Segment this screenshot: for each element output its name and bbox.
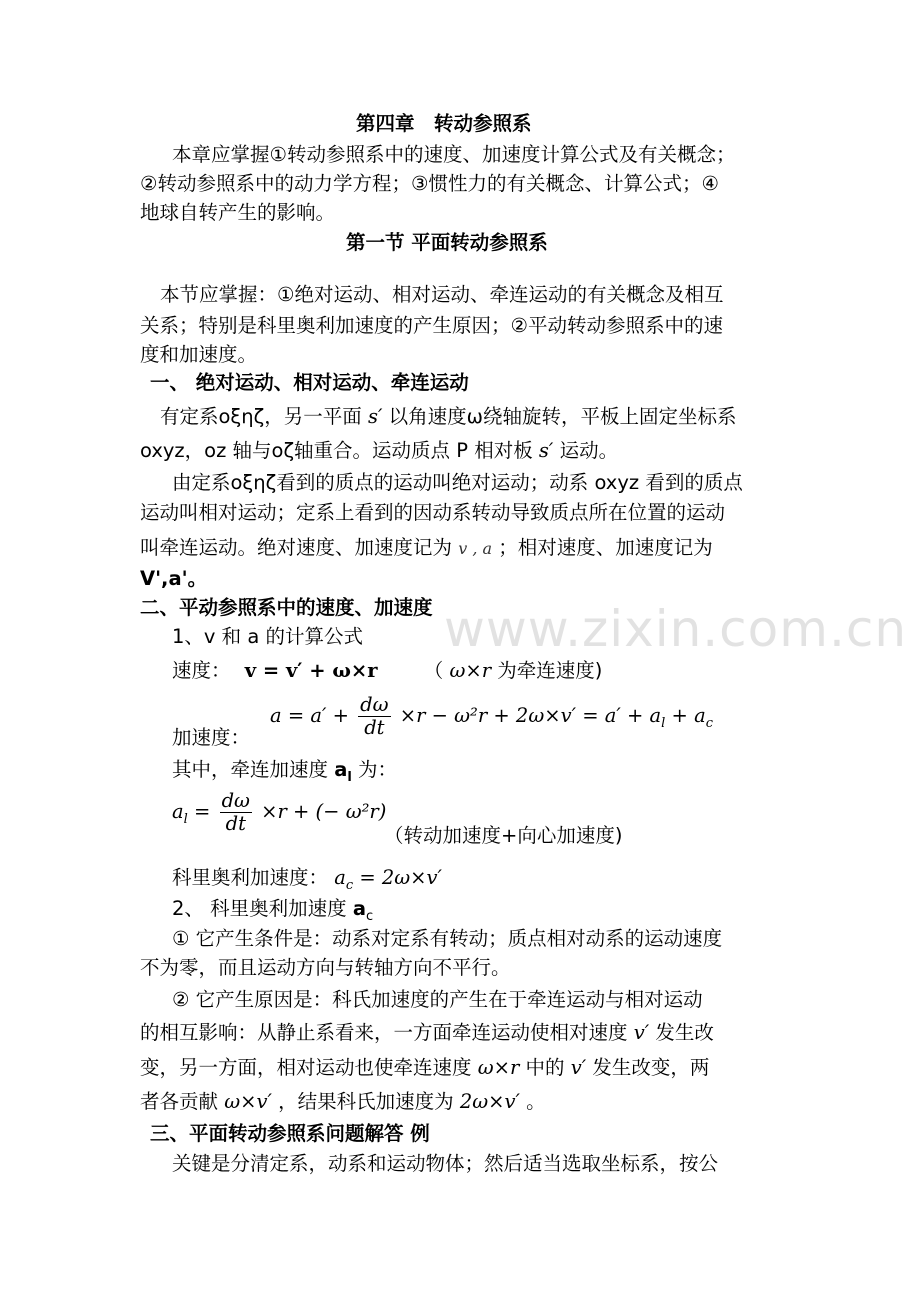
- accel-plus: + a: [665, 704, 706, 727]
- accel-frac-num: dω: [360, 693, 389, 716]
- cause-line-1: ② 它产生原因是：科氏加速度的产生在于牵连运动与相对运动: [172, 988, 703, 1011]
- chapter-title: 第四章 转动参照系: [356, 112, 532, 135]
- coriolis-symbol: a: [334, 866, 346, 889]
- p2-text-a: 叫牵连运动。绝对速度、加速度记为: [140, 536, 453, 559]
- cause-l3-c: 发生改变，两: [592, 1056, 710, 1079]
- subheading-1: 1、v 和 a 的计算公式: [172, 625, 363, 648]
- s-prime-symbol: s′: [367, 405, 383, 428]
- cause-l2-a: 的相互影响：从静止系看来，一方面牵连运动使相对速度: [140, 1021, 628, 1044]
- al-rhs: ×r + (− ω²r): [261, 800, 387, 823]
- al-frac-den: dt: [225, 812, 246, 835]
- accel-rhs: ×r − ω²r + 2ω×v′ = a′ + a: [399, 704, 662, 727]
- cause-l3-symbol-1: ω×r: [477, 1056, 520, 1079]
- paragraph-2-line-2: 运动叫相对运动；定系上看到的因动系转动导致质点所在位置的运动: [140, 501, 726, 524]
- va-symbol: v , a: [458, 539, 493, 558]
- al-fraction: [220, 790, 252, 835]
- cause-l2-b: 发生改: [655, 1021, 714, 1044]
- heading-2: 二、平动参照系中的速度、加速度: [140, 596, 433, 619]
- sub2-sub: c: [365, 908, 374, 924]
- al-lhs: a: [172, 800, 184, 823]
- cause-l4-c: 。: [526, 1090, 546, 1113]
- al-sub: l: [183, 811, 188, 827]
- coriolis-rhs: = 2ω×v′: [353, 866, 442, 889]
- chapter-intro-line-1: 本章应掌握①转动参照系中的速度、加速度计算公式及有关概念；: [172, 143, 736, 166]
- accel-formula: [270, 694, 713, 739]
- condition-line-1: ① 它产生条件是：动系对定系有转动；质点相对动系的运动速度: [172, 927, 723, 950]
- qizhong-line: [172, 756, 397, 792]
- watermark: www.zixin.com.cn: [444, 600, 908, 658]
- cause-l3-a: 变，另一方面，相对运动也使牵连速度: [140, 1056, 472, 1079]
- p1-text-b: 以角速度ω绕轴旋转，平板上固定坐标系: [388, 405, 737, 428]
- paragraph-2-line-1: 由定系oξηζ看到的质点的运动叫绝对运动；动系 oxyz 看到的质点: [172, 471, 743, 494]
- cause-l4-symbol-1: ω×v′: [224, 1090, 272, 1113]
- paragraph-1-line-1: [160, 403, 736, 431]
- chapter-intro-line-3: 地球自转产生的影响。: [140, 201, 336, 224]
- qizhong-symbol: a: [334, 758, 348, 781]
- accel-fraction: [358, 694, 390, 739]
- paragraph-1-line-2: [140, 437, 618, 465]
- al-frac-num: dω: [221, 789, 250, 812]
- coriolis-sub: c: [345, 877, 354, 893]
- section-intro-line-1: 本节应掌握：①绝对运动、相对运动、牵连运动的有关概念及相互: [160, 283, 724, 306]
- velocity-line: [172, 657, 602, 685]
- condition-line-2: 不为零，而且运动方向与转轴方向不平行。: [140, 956, 511, 979]
- p2-text-b: ；相对速度、加速度记为: [498, 536, 713, 559]
- sub2-symbol: a: [352, 897, 366, 920]
- cause-l3-b: 中的: [525, 1056, 565, 1079]
- al-note: （转动加速度+向心加速度): [384, 824, 623, 847]
- s-prime-symbol-2: s′: [538, 439, 554, 462]
- al-formula: [172, 790, 386, 835]
- accel-lhs: a = a′ +: [270, 704, 349, 727]
- velocity-label: 速度：: [172, 659, 231, 682]
- section-intro-line-2: 关系；特别是科里奥利加速度的产生原因；②平动转动参照系中的速: [140, 314, 723, 337]
- section-intro-line-3: 度和加速度。: [140, 343, 258, 366]
- velocity-formula: v = v′ + ω×r: [244, 659, 378, 682]
- velocity-note-symbol: ω×r: [449, 659, 492, 682]
- p1-text-a: 有定系oξηζ，另一平面: [160, 405, 362, 428]
- heading-1: 一、 绝对运动、相对运动、牵连运动: [150, 371, 469, 394]
- qizhong-text-a: 其中，牵连加速度: [172, 758, 335, 781]
- section-title: 第一节 平面转动参照系: [346, 231, 548, 254]
- p1-text-c: oxyz，oz 轴与oζ轴重合。运动质点 P 相对板: [140, 439, 533, 462]
- velocity-note-text: 为牵连速度): [497, 659, 603, 682]
- coriolis-label: 科里奥利加速度：: [172, 866, 329, 889]
- last-line: 关键是分清定系，动系和运动物体；然后适当选取坐标系，按公: [172, 1152, 719, 1175]
- chapter-intro-line-2: ②转动参照系中的动力学方程；③惯性力的有关概念、计算公式；④: [140, 172, 719, 195]
- cause-l2-symbol: v′: [633, 1021, 650, 1044]
- cause-line-3: [140, 1054, 709, 1082]
- cause-l4-b: ，结果科氏加速度为: [278, 1090, 454, 1113]
- cause-l4-symbol-2: 2ω×v′: [459, 1090, 520, 1113]
- p1-text-d: 运动。: [559, 439, 619, 462]
- al-eq: =: [187, 800, 211, 823]
- accel-frac-den: dt: [364, 716, 385, 739]
- cause-l3-symbol-2: v′: [570, 1056, 587, 1079]
- cause-line-4: [140, 1088, 546, 1116]
- sub2-text: 2、 科里奥利加速度: [172, 897, 353, 920]
- velocity-note-open: （: [423, 659, 444, 682]
- paragraph-2-line-4: V',a'。: [140, 567, 208, 590]
- accel-label: 加速度：: [172, 726, 251, 749]
- cause-l4-a: 者各贡献: [140, 1090, 219, 1113]
- heading-3: 三、平面转动参照系问题解答 例: [150, 1122, 430, 1145]
- accel-sub-c: c: [705, 715, 713, 731]
- cause-line-2: [140, 1019, 714, 1047]
- accel-sub-l: l: [661, 715, 666, 731]
- qizhong-text-b: 为：: [351, 758, 398, 781]
- qizhong-sub: l: [347, 769, 352, 785]
- paragraph-2-line-3: [140, 534, 713, 563]
